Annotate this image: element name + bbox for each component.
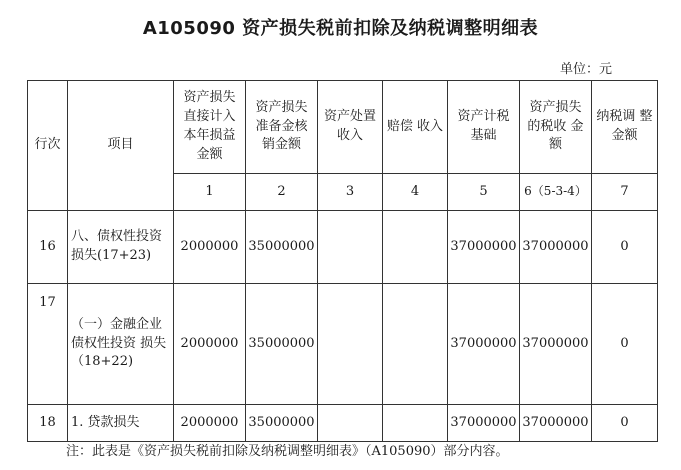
- row-c7: 0: [592, 284, 658, 405]
- footnote: 注：此表是《资产损失税前扣除及纳税调整明细表》（A105090）部分内容。: [66, 444, 509, 459]
- row-c2: 35000000: [246, 211, 318, 284]
- row-c3: [318, 284, 383, 405]
- col-number: 5: [448, 174, 520, 211]
- table-row: [28, 284, 658, 405]
- row-no: 18: [28, 405, 68, 442]
- row-no: 16: [28, 211, 68, 284]
- header-col3: 资产处置 收入: [318, 81, 383, 174]
- col-number: 7: [592, 174, 658, 211]
- row-item: 八、债权性投资 损失(17+23): [68, 211, 174, 284]
- row-c3: [318, 405, 383, 442]
- table-row: [28, 211, 658, 284]
- row-c5: 37000000: [448, 405, 520, 442]
- row-c6: 37000000: [520, 211, 592, 284]
- row-c4: [383, 211, 448, 284]
- col-number: 2: [246, 174, 318, 211]
- page-title: A105090 资产损失税前扣除及纳税调整明细表: [142, 18, 539, 39]
- row-c1: 2000000: [174, 211, 246, 284]
- header-col6: 资产损失 的税收 金额: [520, 81, 592, 174]
- col-number: 4: [383, 174, 448, 211]
- table-header-row: [28, 81, 658, 174]
- header-row-no: 行次: [28, 81, 68, 211]
- asset-loss-table: [27, 80, 658, 442]
- table-row: [28, 405, 658, 442]
- row-c4: [383, 405, 448, 442]
- unit-label: 单位：元: [560, 62, 613, 77]
- header-col4: 赔偿 收入: [383, 81, 448, 174]
- header-col5: 资产计税 基础: [448, 81, 520, 174]
- row-c6: 37000000: [520, 405, 592, 442]
- row-no: 17: [28, 284, 68, 405]
- header-col7: 纳税调 整金额: [592, 81, 658, 174]
- header-col2: 资产损失 准备金核 销金额: [246, 81, 318, 174]
- row-c7: 0: [592, 211, 658, 284]
- row-item: （一）金融企业 债权性投资 损失（18+22): [68, 284, 174, 405]
- col-number: 3: [318, 174, 383, 211]
- row-c5: 37000000: [448, 284, 520, 405]
- row-c1: 2000000: [174, 405, 246, 442]
- header-item: 项目: [68, 81, 174, 211]
- row-c7: 0: [592, 405, 658, 442]
- header-col1: 资产损失 直接计入 本年损益 金额: [174, 81, 246, 174]
- row-c4: [383, 284, 448, 405]
- row-c1: 2000000: [174, 284, 246, 405]
- row-c3: [318, 211, 383, 284]
- row-c6: 37000000: [520, 284, 592, 405]
- row-c2: 35000000: [246, 405, 318, 442]
- col-number: 6（5-3-4）: [520, 174, 592, 211]
- row-c5: 37000000: [448, 211, 520, 284]
- row-item: 1. 贷款损失: [68, 405, 174, 442]
- row-c2: 35000000: [246, 284, 318, 405]
- col-number: 1: [174, 174, 246, 211]
